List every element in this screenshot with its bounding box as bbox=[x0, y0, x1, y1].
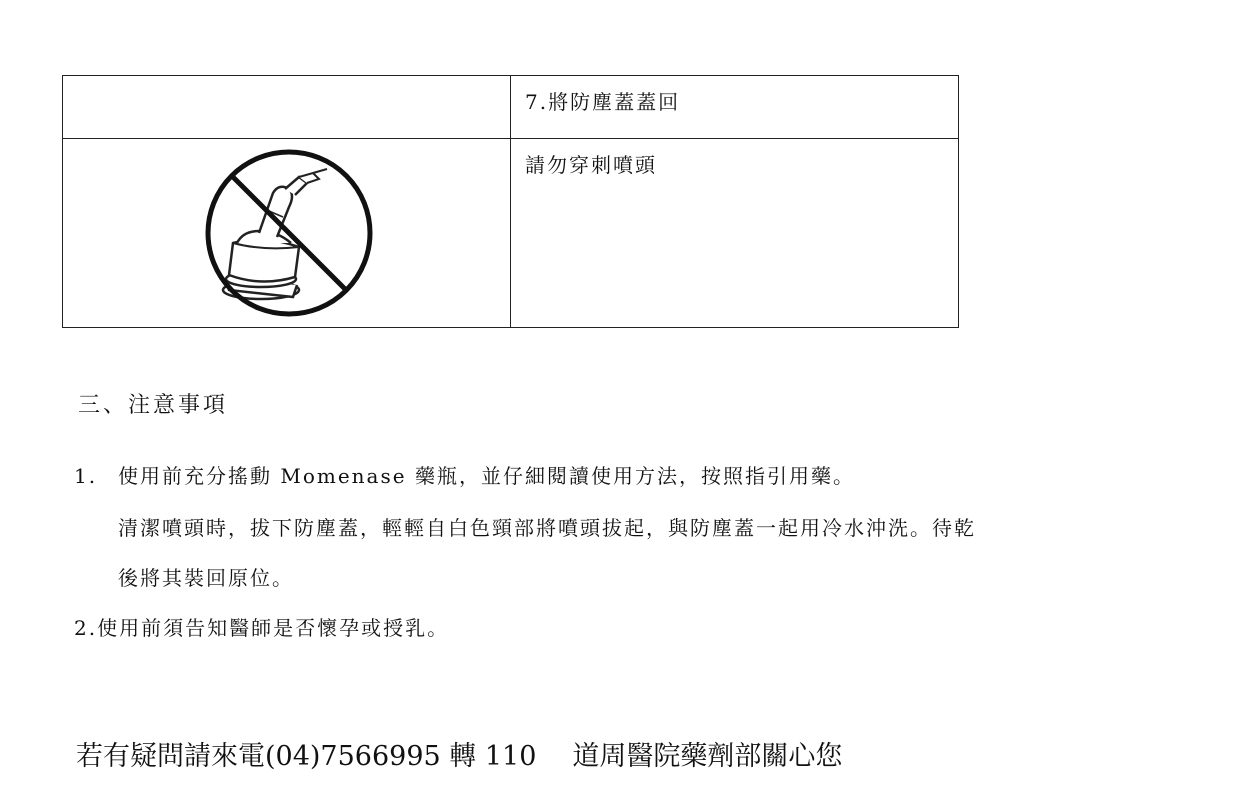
warning-text: 請勿穿刺噴頭 bbox=[525, 153, 657, 177]
note-item-1-line-1 bbox=[74, 460, 855, 489]
table-row bbox=[63, 76, 959, 139]
note-item-2: 2.使用前須告知醫師是否懷孕或授乳。 bbox=[74, 616, 450, 640]
hospital-message: 道周醫院藥劑部關心您 bbox=[572, 741, 843, 772]
table-row bbox=[63, 139, 959, 328]
instruction-cell bbox=[511, 139, 959, 328]
note-item-1-line-3: 後將其裝回原位。 bbox=[118, 566, 294, 590]
instructions-table bbox=[62, 75, 959, 328]
image-cell-empty bbox=[63, 76, 511, 139]
step-7-text: 7.將防塵蓋蓋回 bbox=[525, 90, 681, 114]
note-item-1-line-2: 清潔噴頭時，拔下防塵蓋，輕輕自白色頸部將噴頭拔起，與防塵蓋一起用冷水沖洗。待乾 bbox=[118, 516, 976, 540]
no-puncture-nozzle-icon bbox=[203, 147, 375, 319]
image-cell bbox=[63, 139, 511, 328]
footer bbox=[76, 734, 842, 773]
note-item-1-number: 1. bbox=[74, 464, 98, 488]
note-item-1-text: 使用前充分搖動 Momenase 藥瓶，並仔細閱讀使用方法，按照指引用藥。 bbox=[118, 464, 855, 488]
instruction-cell bbox=[511, 76, 959, 139]
contact-info: 若有疑問請來電(04)7566995 轉 110 bbox=[76, 741, 537, 772]
section-title: 三、注意事項 bbox=[78, 393, 229, 418]
